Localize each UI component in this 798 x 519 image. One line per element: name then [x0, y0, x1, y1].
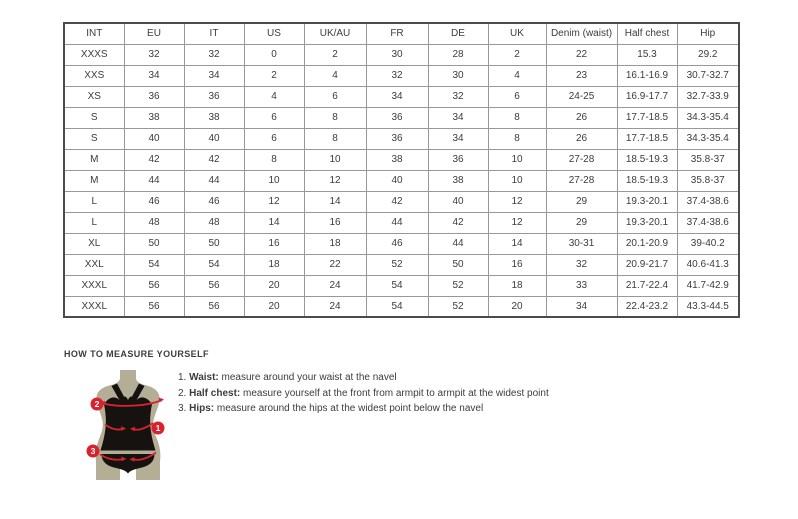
table-cell: 20.9-21.7 — [617, 254, 677, 275]
measure-step — [178, 389, 549, 399]
table-cell: 46 — [184, 191, 244, 212]
measure-marker-waist — [152, 422, 165, 435]
step-number: 2. — [178, 387, 190, 399]
table-cell: XS — [64, 86, 124, 107]
column-header: Denim (waist) — [546, 23, 617, 44]
table-cell: 20 — [244, 296, 304, 317]
size-table-body — [64, 44, 739, 317]
table-cell: XXXL — [64, 275, 124, 296]
table-cell: 30.7-32.7 — [677, 65, 739, 86]
table-cell: 42 — [124, 149, 184, 170]
table-cell: 35.8-37 — [677, 149, 739, 170]
column-header: US — [244, 23, 304, 44]
table-cell: 6 — [488, 86, 546, 107]
size-table — [63, 22, 740, 318]
table-cell: 19.3-20.1 — [617, 212, 677, 233]
table-cell: 52 — [366, 254, 428, 275]
table-cell: 34 — [366, 86, 428, 107]
table-cell: 46 — [124, 191, 184, 212]
table-cell: 20 — [488, 296, 546, 317]
table-cell: 40 — [124, 128, 184, 149]
table-cell: 32 — [124, 44, 184, 65]
column-header: EU — [124, 23, 184, 44]
table-cell: 44 — [366, 212, 428, 233]
table-cell: 54 — [366, 296, 428, 317]
column-header: UK/AU — [304, 23, 366, 44]
table-cell: 30-31 — [546, 233, 617, 254]
table-cell: 8 — [488, 107, 546, 128]
table-cell: 50 — [428, 254, 488, 275]
table-cell: 54 — [366, 275, 428, 296]
table-cell: 2 — [488, 44, 546, 65]
marker-waist-number: 1 — [155, 423, 161, 433]
table-cell: 18 — [244, 254, 304, 275]
marker-chest-number: 2 — [94, 399, 100, 409]
table-cell: 43.3-44.5 — [677, 296, 739, 317]
table-cell: L — [64, 212, 124, 233]
table-cell: 4 — [488, 65, 546, 86]
step-number: 3. — [178, 403, 190, 414]
table-cell: 18.5-19.3 — [617, 170, 677, 191]
table-cell: 40 — [428, 191, 488, 212]
table-cell: 8 — [488, 128, 546, 149]
step-number: 1. — [178, 372, 190, 383]
table-cell: 24 — [304, 275, 366, 296]
table-cell: 30 — [366, 44, 428, 65]
table-cell: 39-40.2 — [677, 233, 739, 254]
table-row — [64, 296, 739, 317]
table-cell: XXL — [64, 254, 124, 275]
step-label: Hips: — [189, 403, 215, 414]
table-cell: 8 — [244, 149, 304, 170]
table-cell: 6 — [244, 128, 304, 149]
table-cell: 32 — [546, 254, 617, 275]
table-cell: 38 — [124, 107, 184, 128]
table-cell: 34.3-35.4 — [677, 107, 739, 128]
table-cell: 4 — [304, 65, 366, 86]
table-cell: 18 — [488, 275, 546, 296]
table-cell: 0 — [244, 44, 304, 65]
step-label: Waist: — [189, 372, 219, 383]
table-cell: 26 — [546, 107, 617, 128]
table-cell: 32 — [184, 44, 244, 65]
table-cell: 24 — [304, 296, 366, 317]
column-header: DE — [428, 23, 488, 44]
table-cell: 52 — [428, 275, 488, 296]
table-row — [64, 86, 739, 107]
table-cell: 48 — [184, 212, 244, 233]
column-header: FR — [366, 23, 428, 44]
table-cell: 56 — [184, 296, 244, 317]
table-row — [64, 107, 739, 128]
table-cell: 42 — [366, 191, 428, 212]
table-cell: 10 — [304, 149, 366, 170]
table-cell: 8 — [304, 128, 366, 149]
table-cell: 56 — [124, 275, 184, 296]
measure-step — [178, 373, 549, 383]
table-cell: M — [64, 170, 124, 191]
measure-marker-hips — [87, 445, 100, 458]
table-cell: 8 — [304, 107, 366, 128]
step-label: Half chest: — [189, 387, 241, 399]
table-cell: 42 — [428, 212, 488, 233]
measure-marker-chest — [91, 398, 104, 411]
table-row — [64, 170, 739, 191]
table-cell: 41.7-42.9 — [677, 275, 739, 296]
table-row — [64, 191, 739, 212]
table-cell: 16 — [244, 233, 304, 254]
table-cell: 56 — [184, 275, 244, 296]
table-cell: 12 — [488, 212, 546, 233]
table-cell: 16 — [488, 254, 546, 275]
table-cell: 54 — [124, 254, 184, 275]
table-cell: 10 — [488, 170, 546, 191]
table-cell: 6 — [244, 107, 304, 128]
table-cell: 18 — [304, 233, 366, 254]
table-cell: 21.7-22.4 — [617, 275, 677, 296]
table-cell: S — [64, 128, 124, 149]
step-text: measure yourself at the front from armpit to armpit at the widest point — [240, 387, 549, 399]
table-cell: 56 — [124, 296, 184, 317]
table-cell: 50 — [124, 233, 184, 254]
table-cell: 34 — [428, 107, 488, 128]
table-cell: L — [64, 191, 124, 212]
header-row — [64, 23, 739, 44]
column-header: Half chest — [617, 23, 677, 44]
table-cell: 37.4-38.6 — [677, 212, 739, 233]
table-cell: 52 — [428, 296, 488, 317]
table-cell: 29 — [546, 212, 617, 233]
table-cell: 44 — [124, 170, 184, 191]
table-cell: M — [64, 149, 124, 170]
table-cell: 12 — [244, 191, 304, 212]
table-cell: 30 — [428, 65, 488, 86]
table-cell: 19.3-20.1 — [617, 191, 677, 212]
table-cell: 16.9-17.7 — [617, 86, 677, 107]
table-cell: 2 — [244, 65, 304, 86]
table-cell: 33 — [546, 275, 617, 296]
table-cell: 37.4-38.6 — [677, 191, 739, 212]
table-cell: 14 — [488, 233, 546, 254]
table-row — [64, 149, 739, 170]
table-cell: 24-25 — [546, 86, 617, 107]
table-cell: 18.5-19.3 — [617, 149, 677, 170]
table-cell: 38 — [366, 149, 428, 170]
table-cell: XXXS — [64, 44, 124, 65]
table-row — [64, 254, 739, 275]
table-cell: 32 — [366, 65, 428, 86]
table-cell: 12 — [304, 170, 366, 191]
table-cell: 36 — [184, 86, 244, 107]
table-cell: 16.1-16.9 — [617, 65, 677, 86]
table-cell: 29.2 — [677, 44, 739, 65]
table-cell: 20 — [244, 275, 304, 296]
table-cell: 48 — [124, 212, 184, 233]
table-cell: 46 — [366, 233, 428, 254]
table-cell: 40.6-41.3 — [677, 254, 739, 275]
measure-step — [178, 404, 549, 414]
table-cell: 10 — [488, 149, 546, 170]
table-cell: 42 — [184, 149, 244, 170]
table-cell: 29 — [546, 191, 617, 212]
step-text: measure around your waist at the navel — [218, 372, 397, 383]
table-cell: 26 — [546, 128, 617, 149]
table-cell: 34.3-35.4 — [677, 128, 739, 149]
table-cell: 34 — [546, 296, 617, 317]
table-row — [64, 275, 739, 296]
table-cell: XXS — [64, 65, 124, 86]
table-cell: 16 — [304, 212, 366, 233]
table-cell: 10 — [244, 170, 304, 191]
table-cell: XXXL — [64, 296, 124, 317]
table-cell: XL — [64, 233, 124, 254]
table-cell: 15.3 — [617, 44, 677, 65]
table-row — [64, 128, 739, 149]
table-cell: 12 — [488, 191, 546, 212]
how-to-measure-heading: HOW TO MEASURE YOURSELF — [64, 349, 209, 359]
table-cell: 44 — [428, 233, 488, 254]
table-cell: 44 — [184, 170, 244, 191]
table-cell: 28 — [428, 44, 488, 65]
column-header: Hip — [677, 23, 739, 44]
table-cell: 36 — [366, 107, 428, 128]
table-cell: 34 — [184, 65, 244, 86]
measurement-figure-illustration — [80, 370, 176, 486]
table-cell: 4 — [244, 86, 304, 107]
table-cell: 38 — [184, 107, 244, 128]
table-cell: 34 — [124, 65, 184, 86]
table-cell: 27-28 — [546, 170, 617, 191]
table-cell: 36 — [366, 128, 428, 149]
table-cell: 22 — [304, 254, 366, 275]
table-cell: 6 — [304, 86, 366, 107]
table-row — [64, 212, 739, 233]
table-cell: 34 — [428, 128, 488, 149]
table-row — [64, 44, 739, 65]
table-cell: 23 — [546, 65, 617, 86]
table-cell: 22.4-23.2 — [617, 296, 677, 317]
column-header: IT — [184, 23, 244, 44]
table-cell: 17.7-18.5 — [617, 107, 677, 128]
table-cell: 20.1-20.9 — [617, 233, 677, 254]
table-cell: 2 — [304, 44, 366, 65]
column-header: INT — [64, 23, 124, 44]
column-header: UK — [488, 23, 546, 44]
table-cell: 27-28 — [546, 149, 617, 170]
step-text: measure around the hips at the widest point below the navel — [214, 403, 484, 414]
table-cell: 22 — [546, 44, 617, 65]
table-cell: 38 — [428, 170, 488, 191]
table-cell: 36 — [124, 86, 184, 107]
table-cell: 36 — [428, 149, 488, 170]
table-cell: 54 — [184, 254, 244, 275]
table-cell: 14 — [304, 191, 366, 212]
table-cell: 40 — [184, 128, 244, 149]
table-row — [64, 233, 739, 254]
table-row — [64, 65, 739, 86]
table-cell: 32.7-33.9 — [677, 86, 739, 107]
table-cell: 14 — [244, 212, 304, 233]
table-cell: 35.8-37 — [677, 170, 739, 191]
table-cell: 32 — [428, 86, 488, 107]
table-cell: 17.7-18.5 — [617, 128, 677, 149]
measure-steps — [178, 373, 549, 420]
table-cell: 40 — [366, 170, 428, 191]
marker-hips-number: 3 — [90, 446, 96, 456]
table-cell: S — [64, 107, 124, 128]
table-cell: 50 — [184, 233, 244, 254]
